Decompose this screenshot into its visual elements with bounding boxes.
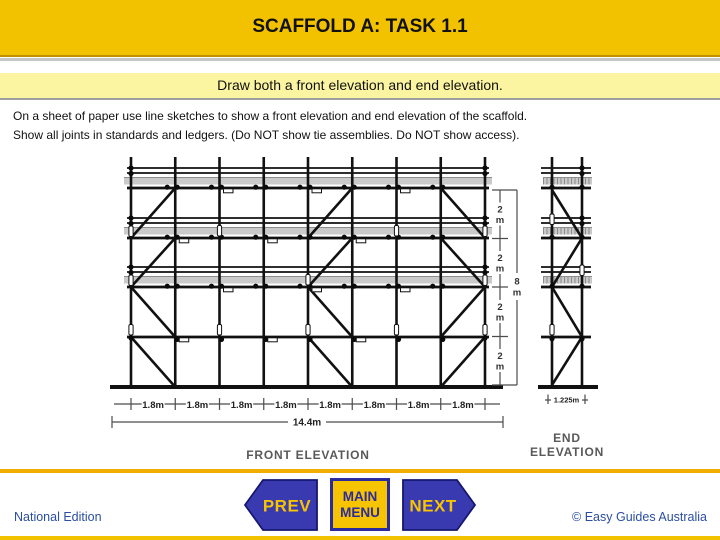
- bay-width-label: 1.8m: [319, 399, 341, 411]
- header-shadow: [0, 58, 720, 61]
- couplers: [179, 189, 410, 342]
- prev-button-label: PREV: [262, 496, 312, 515]
- total-height-unit: m: [512, 287, 522, 299]
- bay-width-label: 1.8m: [142, 399, 164, 411]
- page-title: SCAFFOLD A: TASK 1.1: [252, 16, 468, 37]
- bay-width-label: 1.8m: [363, 399, 386, 411]
- task-bar: [0, 73, 720, 100]
- prev-button[interactable]: [244, 479, 318, 531]
- lift-dim-unit: m: [495, 361, 505, 373]
- lift-dim-value: 2: [497, 253, 503, 264]
- front-elevation-caption: FRONT ELEVATION: [246, 448, 370, 462]
- instructions: [13, 107, 713, 145]
- bay-width-label: 1.8m: [275, 399, 297, 411]
- main-menu-button[interactable]: [330, 478, 390, 531]
- front-elevation: [110, 157, 598, 387]
- total-height-value: 8: [514, 276, 520, 288]
- end-elevation: [541, 157, 592, 387]
- scaffold-diagram: [95, 150, 640, 468]
- edition-label: National Edition: [14, 510, 102, 524]
- task-text: Draw both a front elevation and end elevation.: [217, 77, 503, 93]
- bottom-strip: [0, 536, 720, 540]
- lift-dim-value: 2: [497, 351, 503, 362]
- next-button-label: NEXT: [409, 496, 457, 515]
- lift-dim-unit: m: [495, 215, 505, 226]
- lift-dim-value: 2: [497, 204, 503, 216]
- next-button[interactable]: [402, 479, 476, 531]
- lift-dim-unit: m: [495, 312, 505, 324]
- bay-width-label: 1.8m: [407, 399, 430, 411]
- main-menu-label-line2: MENU: [340, 504, 380, 520]
- main-menu-label-line1: MAIN: [342, 488, 378, 504]
- lift-dim-unit: m: [495, 263, 505, 275]
- instructions-line-1: On a sheet of paper use line sketches to show a front elevation and end elevation of the scaffold.: [13, 109, 528, 123]
- total-width-label: 14.4m: [292, 417, 322, 429]
- header-bar: [0, 0, 720, 57]
- bay-width-label: 1.8m: [452, 399, 474, 411]
- dimensions: [112, 190, 588, 429]
- instructions-line-2: Show all joints in standards and ledgers. (Do NOT show tie assemblies. Do NOT show access).: [13, 128, 520, 142]
- bay-width-label: 1.8m: [230, 399, 253, 411]
- lift-dim-value: 2: [497, 302, 503, 313]
- end-elevation-caption-line1: END: [553, 431, 581, 445]
- end-elevation-caption-line2: ELEVATION: [529, 445, 605, 459]
- copyright-label: © Easy Guides Australia: [572, 510, 707, 524]
- bay-width-label: 1.8m: [186, 399, 209, 411]
- nav-divider: [0, 469, 720, 473]
- end-width-label: 1.225m: [553, 395, 580, 405]
